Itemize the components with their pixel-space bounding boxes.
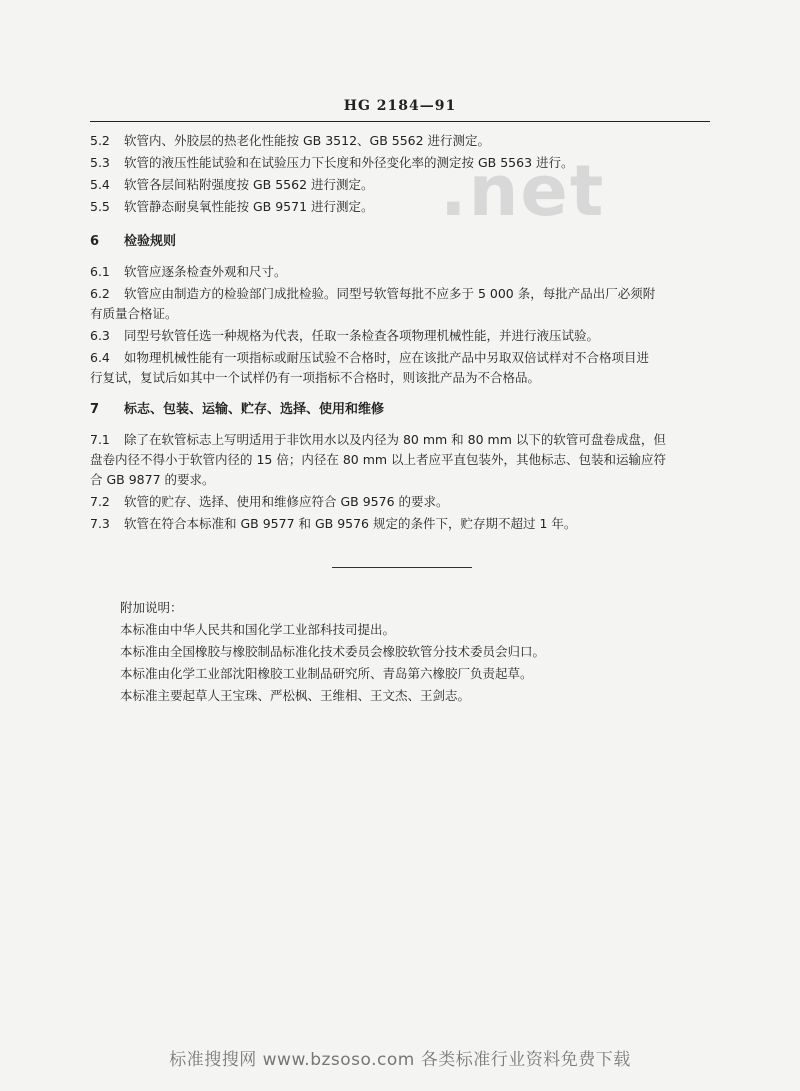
clause-6-4: 6.4 如物理机械性能有一项指标或耐压试验不合格时，应在该批产品中另取双倍试样对不合格项目进 bbox=[90, 350, 650, 365]
clause-6-2-cont: 有质量合格证。 bbox=[90, 306, 178, 321]
clause-7-1: 7.1 除了在软管标志上写明适用于非饮用水以及内径为 80 mm 和 80 mm 以下的软管可盘卷成盘，但 bbox=[90, 432, 666, 447]
section-7-list bbox=[90, 430, 710, 534]
clause-7-1-cont-1: 盘卷内径不得小于软管内径的 15 倍；内径在 80 mm 以上者应平直包装外，其他标志、包装和运输应符 bbox=[90, 452, 667, 467]
clause-6-2: 6.2 软管应由制造方的检验部门成批检验。同型号软管每批不应多于 5 000 条，每批产品出厂必须附 bbox=[90, 286, 656, 301]
notes-line: 本标准主要起草人王宝珠、严松枫、王维相、王文杰、王剑志。 bbox=[120, 688, 471, 703]
end-divider bbox=[332, 567, 472, 568]
notes-line: 本标准由中华人民共和国化学工业部科技司提出。 bbox=[120, 622, 396, 637]
section-7 bbox=[90, 400, 710, 420]
clause-7-3: 7.3 软管在符合本标准和 GB 9577 和 GB 9576 规定的条件下，贮存期不超过 1 年。 bbox=[90, 516, 577, 531]
notes-line: 本标准由全国橡胶与橡胶制品标准化技术委员会橡胶软管分技术委员会归口。 bbox=[120, 644, 546, 659]
additional-notes bbox=[120, 597, 680, 707]
clause-5-5: 5.5 软管静态耐臭氧性能按 GB 9571 进行测定。 bbox=[90, 199, 374, 214]
clause-6-3: 6.3 同型号软管任选一种规格为代表，任取一条检查各项物理机械性能，并进行液压试验。 bbox=[90, 328, 600, 343]
clause-7-1-cont-2: 合 GB 9877 的要求。 bbox=[90, 472, 215, 487]
section-6 bbox=[90, 232, 710, 252]
section-5-list bbox=[90, 131, 710, 217]
clause-7-2: 7.2 软管的贮存、选择、使用和维修应符合 GB 9576 的要求。 bbox=[90, 494, 449, 509]
clause-5-3: 5.3 软管的液压性能试验和在试验压力下长度和外径变化率的测定按 GB 5563 进行。 bbox=[90, 155, 574, 170]
clause-5-4: 5.4 软管各层间粘附强度按 GB 5562 进行测定。 bbox=[90, 177, 374, 192]
clause-5-2: 5.2 软管内、外胶层的热老化性能按 GB 3512、GB 5562 进行测定。 bbox=[90, 133, 491, 148]
clause-6-1: 6.1 软管应逐条检查外观和尺寸。 bbox=[90, 264, 287, 279]
notes-line: 本标准由化学工业部沈阳橡胶工业制品研究所、青岛第六橡胶厂负责起草。 bbox=[120, 666, 533, 681]
notes-title: 附加说明： bbox=[120, 600, 183, 615]
section-7-heading: 7 标志、包装、运输、贮存、选择、使用和维修 bbox=[90, 402, 385, 417]
section-6-heading: 6 检验规则 bbox=[90, 234, 177, 249]
footer-watermark: 标准搜搜网 www.bzsoso.com 各类标准行业资料免费下载 bbox=[169, 1050, 631, 1070]
watermark: .net bbox=[440, 150, 606, 232]
clause-6-4-cont: 行复试，复试后如其中一个试样仍有一项指标不合格时，则该批产品为不合格品。 bbox=[90, 370, 541, 385]
section-6-list bbox=[90, 262, 710, 388]
header-rule bbox=[90, 121, 710, 122]
standard-code: HG 2184—91 bbox=[343, 98, 457, 114]
